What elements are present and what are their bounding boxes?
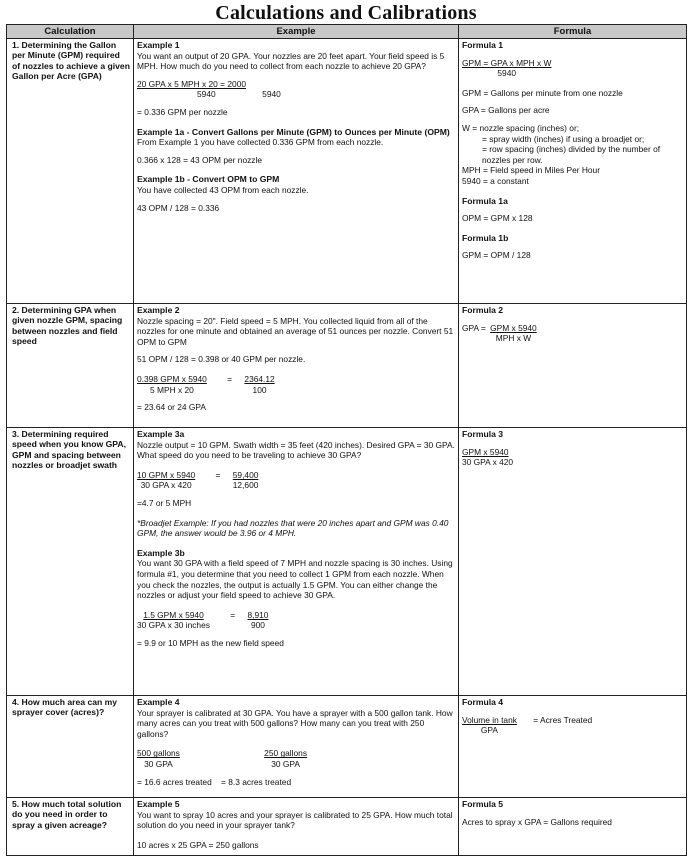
example-title: Example 1	[137, 40, 180, 50]
example-title: Example 5	[137, 799, 180, 809]
formula-title: Formula 2	[462, 305, 504, 315]
example-title: Example 1b - Convert OPM to GPM	[137, 174, 280, 185]
example-cell	[134, 39, 459, 304]
example-calc: 10 acres x 25 GPA = 250 gallons	[137, 839, 259, 850]
example-text: You have collected 43 OPM from each nozzle.	[137, 184, 309, 195]
example-result: = 16.6 acres treated = 8.3 acres treated	[137, 776, 292, 787]
example-title: Example 3b	[137, 547, 185, 558]
example-cell	[134, 798, 459, 856]
formula-text: Acres to spray x GPA = Gallons required	[462, 816, 612, 827]
example-title: Example 3a	[137, 429, 185, 439]
example-result: = 9.9 or 10 MPH as the new field speed	[137, 637, 284, 648]
formula-definition: GPM = Gallons per minute from one nozzle	[462, 87, 623, 98]
calculations-table	[6, 24, 687, 856]
formula-text: GPM = OPM / 128	[462, 250, 531, 261]
formula-title: Formula 3	[462, 429, 504, 439]
example-text: From Example 1 you have collected 0.336 GPM from each nozzle.	[137, 137, 384, 148]
formula-title: Formula 4	[462, 697, 504, 707]
formula-cell	[459, 39, 687, 304]
header-formula: Formula	[459, 25, 687, 39]
formula-cell	[459, 428, 687, 696]
example-equation: $\frac{\text{0.398 GPM x 5940}}{\text{5 MPH x 20}}$ = $\frac{2364.12}{100}$	[137, 373, 275, 395]
formula-fraction: $\frac{\text{Volume in tank}}{\text{GPA}}$ = Acres Treated	[462, 714, 593, 736]
formula-fraction: $\frac{\text{GPM = GPA x MPH x W}}{5940}$	[462, 57, 552, 79]
formula-title: Formula 5	[462, 799, 504, 809]
calculation-cell: 4. How much area can my sprayer cover (acres)?	[7, 696, 134, 798]
example-equation: $\frac{\text{500 gallons}}{\text{30 GPA}}$ $\frac{\text{250 gallons}}{\text{30 GPA}}$	[137, 748, 308, 769]
formula-definition: = spray width (inches) if using a broadjet or;	[482, 133, 645, 144]
example-calc: 0.366 x 128 = 43 OPM per nozzle	[137, 154, 263, 165]
formula-definition: 5940 = a constant	[462, 175, 529, 186]
formula-definition: W = nozzle spacing (inches) or;	[462, 122, 580, 133]
formula-cell	[459, 798, 687, 856]
example-title: Example 4	[137, 697, 180, 707]
header-example: Example	[134, 25, 459, 39]
formula-title: Formula 1b	[462, 232, 509, 243]
example-title: Example 2	[137, 305, 180, 315]
example-equation: $\frac{\text{10 GPM x 5940}}{\text{30 GPA x 420}}$ = $\frac{59,400}{12,600}$	[137, 469, 259, 491]
formula-definition: MPH = Field speed in Miles Per Hour	[462, 165, 601, 176]
table-header-row	[7, 25, 687, 39]
example-calc: 43 OPM / 128 = 0.336	[137, 202, 220, 213]
formula-definition: GPA = Gallons per acre	[462, 105, 550, 116]
example-text: Your sprayer is calibrated at 30 GPA. You have a sprayer with a 500 gallon tank. How many acres can you treat with 500 gallons? How many can you treat with 250 gallons?	[137, 707, 453, 739]
broadjet-note: *Broadjet Example: If you had nozzles that were 20 inches apart and GPM was 0.40 GPM, the answer would be 3.96 or 4 MPH.	[137, 517, 449, 539]
example-text: You want an output of 20 GPA. Your nozzles are 20 feet apart. Your field speed is 5 MPH. How much do you need to collect from each nozzle to achieve 20 GPA?	[137, 50, 445, 72]
example-result: =4.7 or 5 MPH	[137, 497, 192, 508]
table-row	[7, 428, 687, 696]
example-cell	[134, 428, 459, 696]
calculation-cell: 5. How much total solution do you need in order to spray a given acreage?	[7, 798, 134, 856]
table-row	[7, 696, 687, 798]
table-row	[7, 798, 687, 856]
table-row	[7, 39, 687, 304]
example-text: Nozzle output = 10 GPM. Swath width = 35 feet (420 inches). Desired GPA = 30 GPA. What speed do you need to be traveling to achieve 30 GPA?	[137, 439, 455, 461]
formula-fraction: $\frac{\text{GPM x 5940}}{\text{30 GPA x 420}}$	[462, 446, 514, 468]
example-title: Example 1a - Convert Gallons per Minute (GPM) to Ounces per Minute (OPM)	[137, 126, 450, 137]
example-result: = 0.336 GPM per nozzle	[137, 106, 228, 117]
example-text: You want to spray 10 acres and your sprayer is calibrated to 25 GPA. How much total solution do you need in your sprayer tank?	[137, 809, 453, 831]
example-text: You want 30 GPA with a field speed of 7 MPH and nozzle spacing is 30 inches. Using formula #1, you determine that you need to collect 1 GPM from each nozzle. When you check the nozzles, the output is actually 1.5 GPM. You can either change the nozzles or adjust your field speed to achieve 30 GPA.	[137, 558, 453, 601]
example-cell	[134, 696, 459, 798]
formula-cell	[459, 304, 687, 428]
formula-title: Formula 1	[462, 40, 504, 50]
example-equation: $\frac{\text{1.5 GPM x 5940}}{\text{30 GPA x 30 inches}}$ = $\frac{8,910}{900}$	[137, 609, 269, 631]
equation-numerator: 20 GPA x 5 MPH x 20 = 2000	[137, 78, 247, 89]
calculation-cell: 2. Determining GPA when given nozzle GPM, spacing between nozzles and field speed	[7, 304, 134, 428]
example-text: Nozzle spacing = 20". Field speed = 5 MPH. You collected liquid from all of the nozzles for one minute and obtained an average of 51 ounces per nozzle. Convert 51 OPM to GPM	[137, 315, 454, 347]
formula-definition: = row spacing (inches) divided by the number of nozzles per row.	[482, 144, 661, 165]
table-row	[7, 304, 687, 428]
header-calculation: Calculation	[7, 25, 134, 39]
example-result: = 23.64 or 24 GPA	[137, 402, 206, 413]
formula-text: OPM = GPM x 128	[462, 213, 533, 224]
formula-title: Formula 1a	[462, 195, 508, 206]
page-title: Calculations and Calibrations	[215, 2, 477, 24]
equation-denominator: 5940 5940	[197, 89, 281, 100]
formula-cell	[459, 696, 687, 798]
calculation-cell: 1. Determining the Gallon per Minute (GPM) required of nozzles to achieve a given Gallon per Acre (GPA)	[7, 39, 134, 304]
example-calc: 51 OPM / 128 = 0.398 or 40 GPM per nozzle.	[137, 354, 306, 365]
calculation-cell: 3. Determining required speed when you know GPA, GPM and spacing between nozzles or broadjet swath	[7, 428, 134, 696]
formula-fraction: GPA = $\frac{\text{GPM x 5940}}{\text{MPH x W}}$	[462, 322, 537, 344]
example-cell	[134, 304, 459, 428]
